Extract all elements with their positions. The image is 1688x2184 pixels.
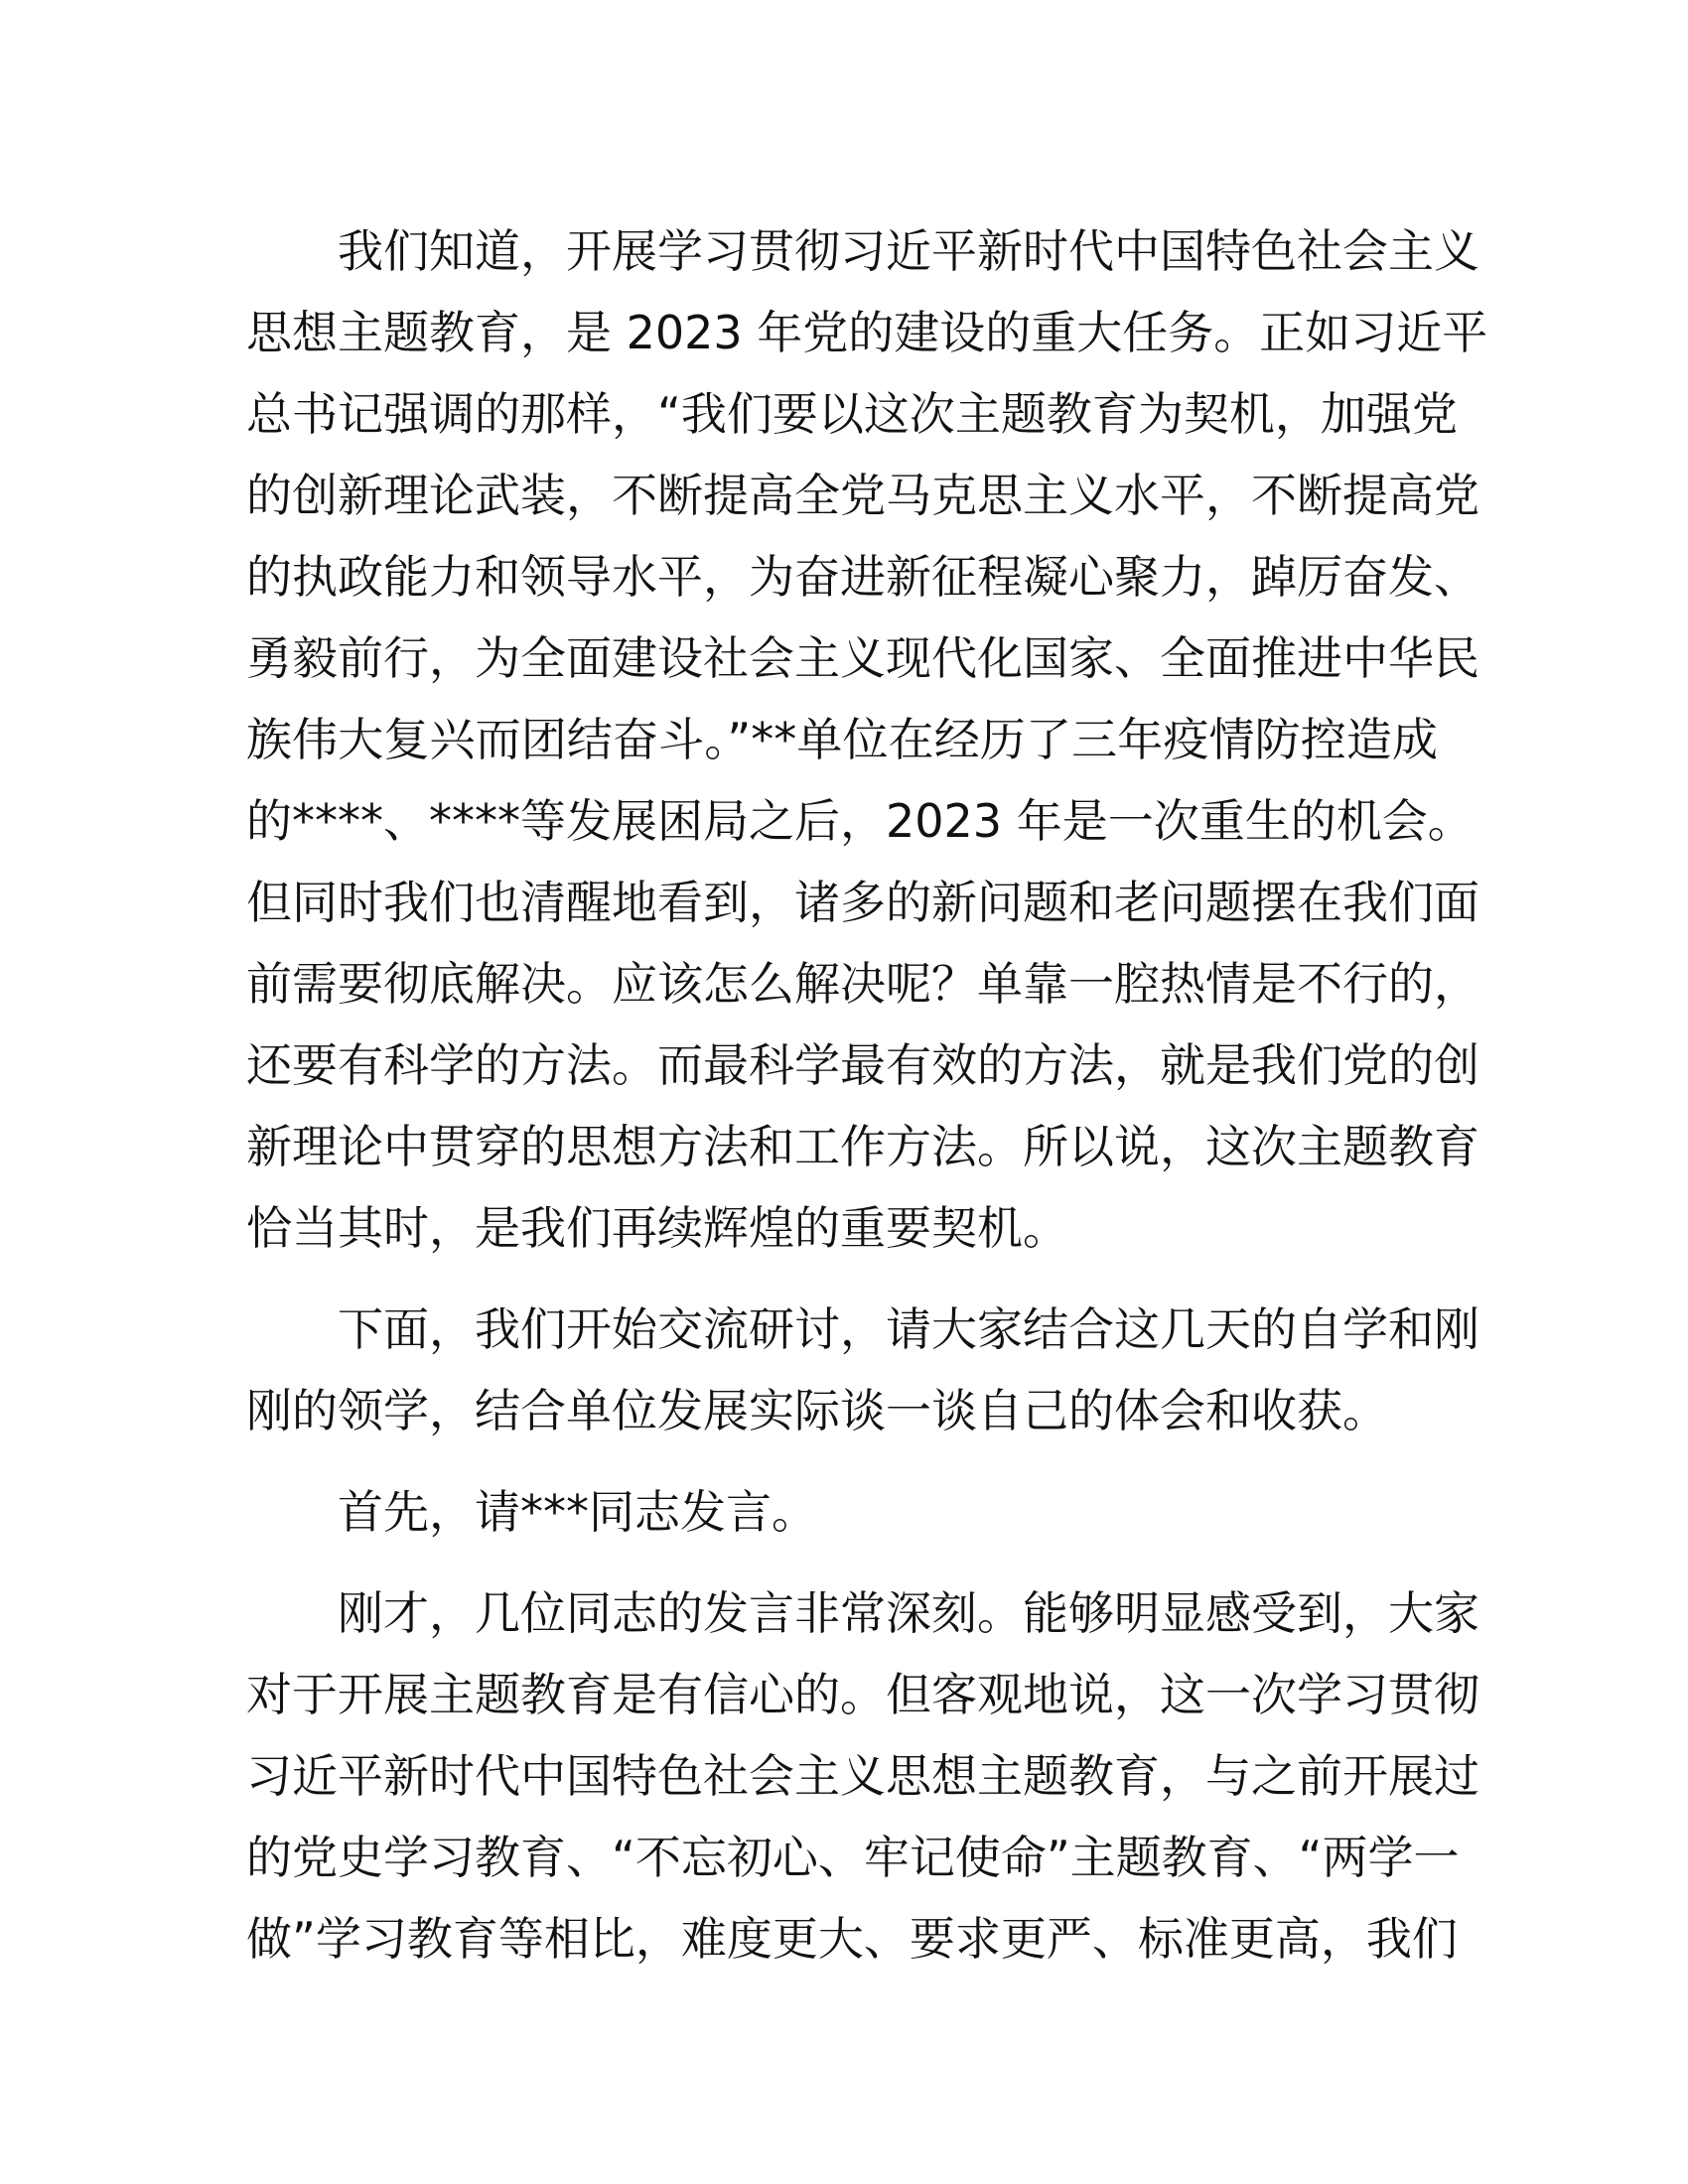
text-line: 刚才，几位同志的发言非常深刻。能够明显感受到，大家 — [338, 1586, 1479, 1640]
text-line: 的创新理论武装，不断提高全党马克思主义水平，不断提高党 — [246, 469, 1479, 522]
paragraph-spacer — [246, 1451, 1438, 1471]
paragraph-spacer — [246, 1269, 1438, 1289]
text-line: 首先，请***同志发言。 — [338, 1485, 817, 1539]
text-line: 习近平新时代中国特色社会主义思想主题教育，与之前开展过 — [246, 1749, 1479, 1803]
text-line: 族伟大复兴而团结奋斗。”**单位在经历了三年疫情防控造成 — [246, 713, 1438, 766]
paragraph-3 — [246, 1471, 1438, 1553]
text-line: 总书记强调的那样，“我们要以这次主题教育为契机，加强党 — [246, 387, 1458, 441]
paragraph-spacer — [246, 1553, 1438, 1572]
paragraph-2 — [246, 1289, 1479, 1451]
text-line: 下面，我们开始交流研讨，请大家结合这几天的自学和刚 — [338, 1302, 1479, 1356]
text-line: 我们知道，开展学习贯彻习近平新时代中国特色社会主义 — [338, 224, 1479, 278]
text-line: 刚的领学，结合单位发展实际谈一谈自己的体会和收获。 — [246, 1384, 1388, 1437]
text-line: 思想主题教育，是 2023 年党的建设的重大任务。正如习近平 — [246, 306, 1488, 359]
text-line: 的党史学习教育、“不忘初心、牢记使命”主题教育、“两学一 — [246, 1831, 1460, 1884]
text-line: 恰当其时，是我们再续辉煌的重要契机。 — [246, 1201, 1068, 1255]
paragraph-4 — [246, 1572, 1479, 1979]
text-line: 新理论中贯穿的思想方法和工作方法。所以说，这次主题教育 — [246, 1120, 1479, 1173]
text-line: 的****、****等发展困局之后，2023 年是一次重生的机会。 — [246, 794, 1474, 848]
text-line: 还要有科学的方法。而最科学最有效的方法，就是我们党的创 — [246, 1038, 1479, 1092]
paragraph-1 — [246, 210, 1488, 1269]
text-line: 前需要彻底解决。应该怎么解决呢？单靠一腔热情是不行的， — [246, 957, 1479, 1011]
text-line: 勇毅前行，为全面建设社会主义现代化国家、全面推进中华民 — [246, 631, 1479, 685]
text-line: 但同时我们也清醒地看到，诸多的新问题和老问题摆在我们面 — [246, 876, 1479, 929]
text-line: 对于开展主题教育是有信心的。但客观地说，这一次学习贯彻 — [246, 1668, 1479, 1721]
text-line: 的执政能力和领导水平，为奋进新征程凝心聚力，踔厉奋发、 — [246, 550, 1479, 604]
text-line: 做”学习教育等相比，难度更大、要求更严、标准更高，我们 — [246, 1912, 1458, 1966]
document-body — [246, 210, 1488, 1979]
